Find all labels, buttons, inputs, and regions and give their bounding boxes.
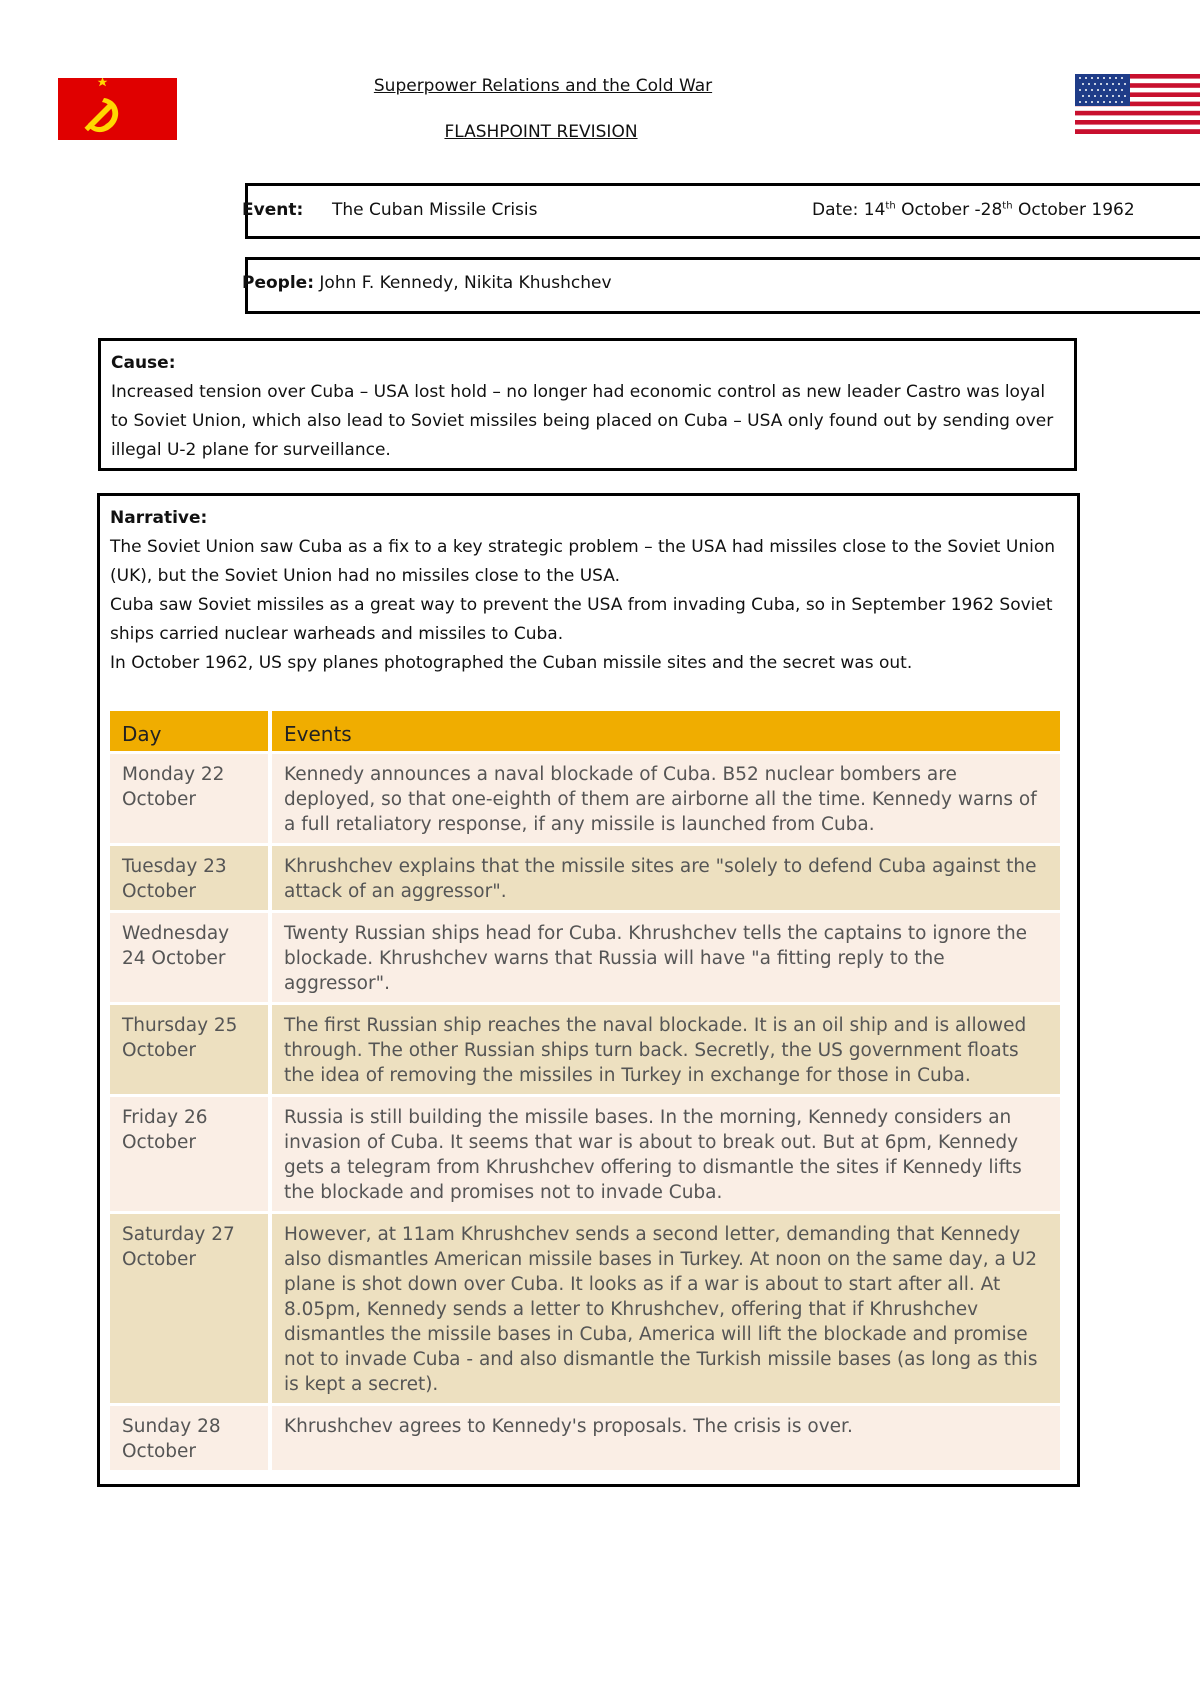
row-events: The first Russian ship reaches the naval blockade. It is an oil ship and is allowed through. The other Russian ships turn back. Secretly, the US government floats the idea of removing the missiles in Turkey in exchange for those in Cuba. — [272, 1005, 1060, 1094]
table-row — [110, 846, 1060, 910]
narrative-paragraph: Cuba saw Soviet missiles as a great way to prevent the USA from invading Cuba, so in September 1962 Soviet ships carried nuclear warheads and missiles to Cuba. — [110, 595, 1053, 644]
row-events: Khrushchev agrees to Kennedy's proposals. The crisis is over. — [272, 1406, 1060, 1470]
table-row — [110, 1005, 1060, 1094]
narrative-paragraph: The Soviet Union saw Cuba as a fix to a key strategic problem – the USA had missiles close to the Soviet Union (UK), but the Soviet Union had no missiles close to the USA. — [110, 537, 1055, 586]
row-day: Saturday 27 October — [110, 1214, 272, 1403]
row-day: Wednesday 24 October — [110, 913, 272, 1002]
column-header-events: Events — [272, 711, 1060, 751]
row-day: Monday 22 October — [110, 754, 272, 843]
timeline-table — [110, 708, 1060, 1473]
row-day: Friday 26 October — [110, 1097, 272, 1211]
row-events: Kennedy announces a naval blockade of Cuba. B52 nuclear bombers are deployed, so that one-eighth of them are airborne all the time. Kennedy warns of a full retaliatory response, if any missile is launched from Cuba. — [272, 754, 1060, 843]
event-date: Date: 14th October -28th October 1962 — [812, 200, 1135, 220]
page-title: Superpower Relations and the Cold War — [373, 76, 713, 96]
row-events: However, at 11am Khrushchev sends a second letter, demanding that Kennedy also dismantles American missile bases in Turkey. At noon on the same day, a U2 plane is shot down over Cuba. It looks as if a war is about to start after all. At 8.05pm, Kennedy sends a letter to Khrushchev, offering that if Khrushchev dismantles the missile bases in Cuba, America will lift the blockade and promise not to invade Cuba - and also dismantle the Turkish missile bases (as long as this is kept a secret). — [272, 1214, 1060, 1403]
cause-heading: Cause: — [111, 353, 176, 373]
row-day: Thursday 25 October — [110, 1005, 272, 1094]
table-row — [110, 1097, 1060, 1211]
row-events: Russia is still building the missile bases. In the morning, Kennedy considers an invasion of Cuba. It seems that war is about to break out. But at 6pm, Kennedy gets a telegram from Khrushchev offering to dismantle the sites if Kennedy lifts the blockade and promises not to invade Cuba. — [272, 1097, 1060, 1211]
event-label: Event: — [242, 200, 304, 220]
usa-flag-icon — [1075, 74, 1200, 134]
table-row — [110, 1214, 1060, 1403]
people-box — [242, 257, 1200, 314]
row-day: Tuesday 23 October — [110, 846, 272, 910]
cause-box — [98, 338, 1077, 471]
row-day: Sunday 28 October — [110, 1406, 272, 1470]
cause-text: Increased tension over Cuba – USA lost hold – no longer had economic control as new leader Castro was loyal to Soviet Union, which also lead to Soviet missiles being placed on Cuba – USA only found out by sending over illegal U-2 plane for surveillance. — [111, 382, 1054, 460]
event-box — [242, 183, 1200, 239]
row-events: Khrushchev explains that the missile sites are "solely to defend Cuba against the attack of an aggressor". — [272, 846, 1060, 910]
table-row — [110, 913, 1060, 1002]
table-header-row — [110, 711, 1060, 751]
people-field: People: John F. Kennedy, Nikita Khushchev — [242, 273, 612, 293]
page-subtitle: FLASHPOINT REVISION — [444, 122, 638, 142]
narrative-heading: Narrative: — [110, 508, 208, 528]
table-row — [110, 754, 1060, 843]
table-row — [110, 1406, 1060, 1470]
narrative-paragraph: In October 1962, US spy planes photographed the Cuban missile sites and the secret was out. — [110, 653, 913, 673]
event-value: The Cuban Missile Crisis — [332, 200, 538, 220]
column-header-day: Day — [110, 711, 272, 751]
row-events: Twenty Russian ships head for Cuba. Khrushchev tells the captains to ignore the blockade. Khrushchev warns that Russia will have "a fitting reply to the aggressor". — [272, 913, 1060, 1002]
